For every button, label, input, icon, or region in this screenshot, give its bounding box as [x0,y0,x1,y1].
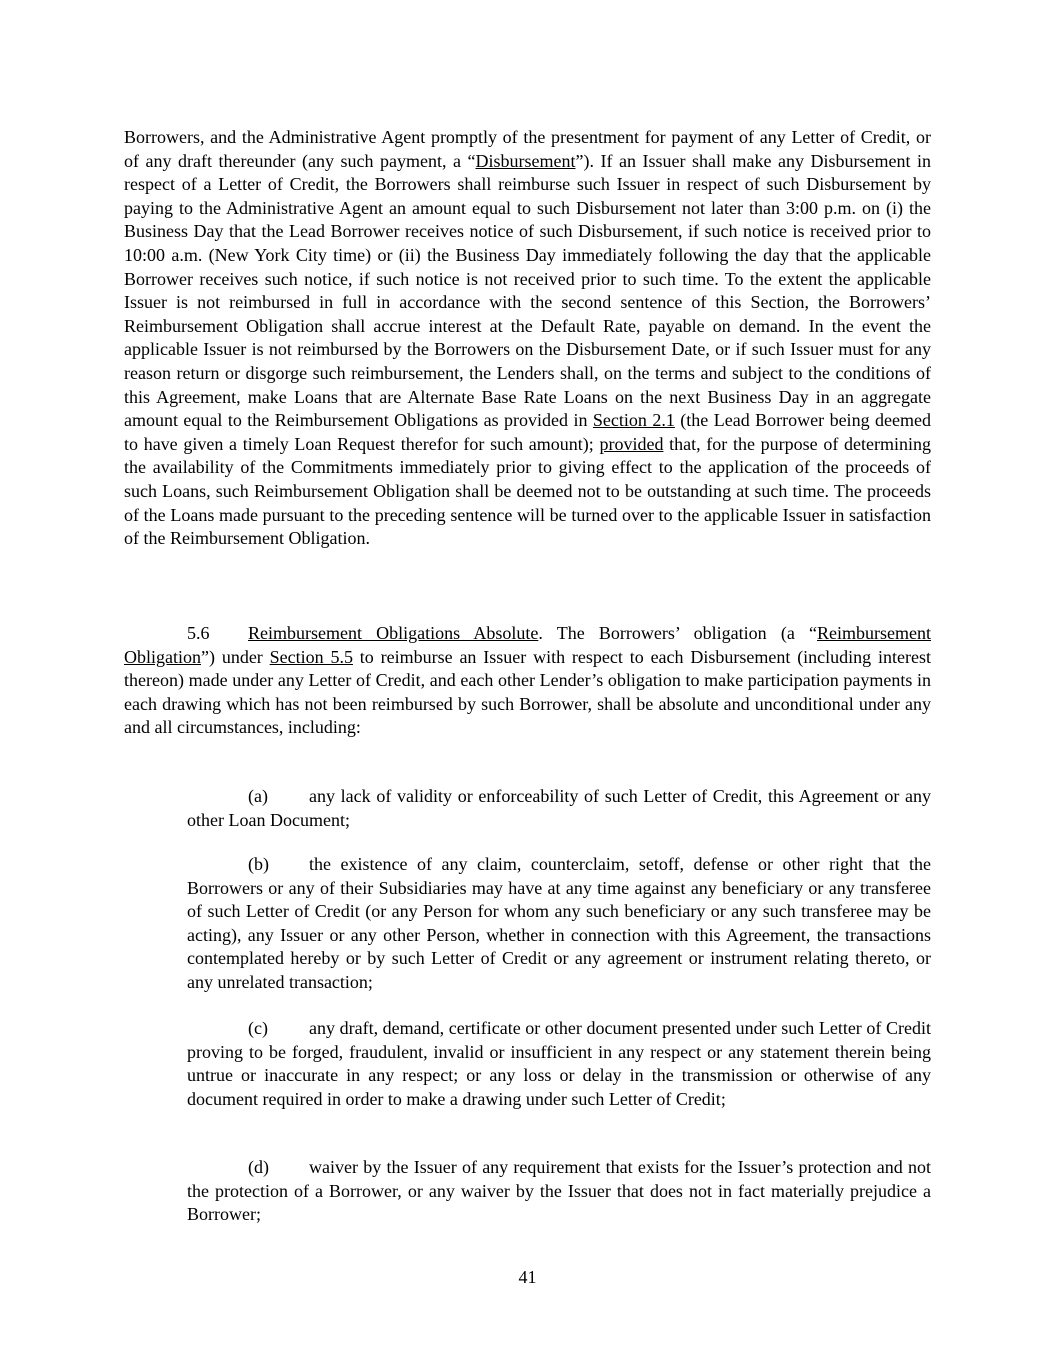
intro-paragraph [124,126,931,551]
item-label: (b) [248,854,269,874]
list-item-d [187,1156,931,1227]
section-text-1: . The Borrowers’ obligation (a “ [538,623,818,643]
list-item-c [187,1017,931,1111]
section-5-6-paragraph [124,622,931,740]
item-label: (c) [248,1018,268,1038]
defined-term-disbursement: Disbursement [475,150,576,171]
item-text: any draft, demand, certificate or other document presented under such Letter of Credit proving to be forged, fraudulent, invalid or insufficient in any respect or any statement therein being untrue or inaccurate in any respect; or any loss or delay in the transmission or otherwise of any document required in order to make a drawing under such Letter of Credit; [187,1018,931,1109]
page-number: 41 [518,1267,537,1287]
list-item-b [187,853,931,995]
section-2-1-reference: Section 2.1 [592,410,675,431]
intro-text-3: (the Lead Borrower being deemed to have given a timely Loan Request therefor for such amount); [124,410,931,454]
intro-text-2: ”). If an Issuer shall make any Disbursement in respect of a Letter of Credit, the Borrowers shall reimburse such Issuer in respect of such Disbursement by paying to the Administrative Agent an amount equal to such Disbursement not later than 3:00 p.m. on (i) the Business Day that the Lead Borrower receives notice of such Disbursement, if such notice is received prior to 10:00 a.m. (New York City time) or (ii) the Business Day immediately following the day that the applicable Borrower receives such notice, if such notice is not received prior to such time. To the extent the applicable Issuer is not reimbursed in full in accordance with the second sentence of this Section, the Borrowers’ Reimbursement Obligation shall accrue interest at the Default Rate, payable on demand. In the event the applicable Issuer is not reimbursed by the Borrowers on the Disbursement Date, or if such Issuer must for any reason return or disgorge such reimbursement, the Lenders shall, on the terms and subject to the conditions of this Agreement, make Loans that are Alternate Base Rate Loans on the next Business Day in an aggregate amount equal to the Reimbursement Obligations as provided in [124,150,931,431]
intro-text-1: Borrowers, and the Administrative Agent promptly of the presentment for payment of any Letter of Credit, or of any draft thereunder (any such payment, a “ [124,127,931,171]
section-heading: Reimbursement Obligations Absolute [248,623,539,643]
defined-term-reimbursement-obligation: Reimbursement Obligation [124,623,931,667]
item-label: (d) [248,1157,269,1177]
item-text: waiver by the Issuer of any requirement that exists for the Issuer’s protection and not the protection of a Borrower, or any waiver by the Issuer that does not in fact materially prejudice a Borrower; [187,1157,931,1225]
section-5-5-reference: Section 5.5 [269,646,353,667]
item-text: the existence of any claim, counterclaim, setoff, defense or other right that the Borrowers or any of their Subsidiaries may have at any time against any beneficiary or any transferee of such Letter of Credit (or any Person for whom any such beneficiary or any such transferee may be acting), any Issuer or any other Person, whether in connection with this Agreement, the transactions contemplated hereby or by such Letter of Credit or any agreement or instrument relating thereto, or any unrelated transaction; [187,854,931,992]
provided-term: provided [599,433,664,454]
intro-text-4: that, for the purpose of determining the availability of the Commitments immediately prior to giving effect to the application of the proceeds of such Loans, such Reimbursement Obligation shall be deemed not to be outstanding at such time. The proceeds of the Loans made pursuant to the preceding sentence will be turned over to the applicable Issuer in satisfaction of the Reimbursement Obligation. [124,433,932,549]
item-text: any lack of validity or enforceability of such Letter of Credit, this Agreement or any other Loan Document; [187,786,931,830]
section-text-2: ”) under [201,646,270,667]
section-text-3: to reimburse an Issuer with respect to each Disbursement (including interest thereon) made under any Letter of Credit, and each other Lender’s obligation to make participation payments in each drawing which has not been reimbursed by such Borrower, shall be absolute and unconditional under any and all circumstances, including: [124,646,931,738]
section-number: 5.6 [187,623,210,643]
item-label: (a) [248,786,268,806]
list-item-a [187,785,931,832]
